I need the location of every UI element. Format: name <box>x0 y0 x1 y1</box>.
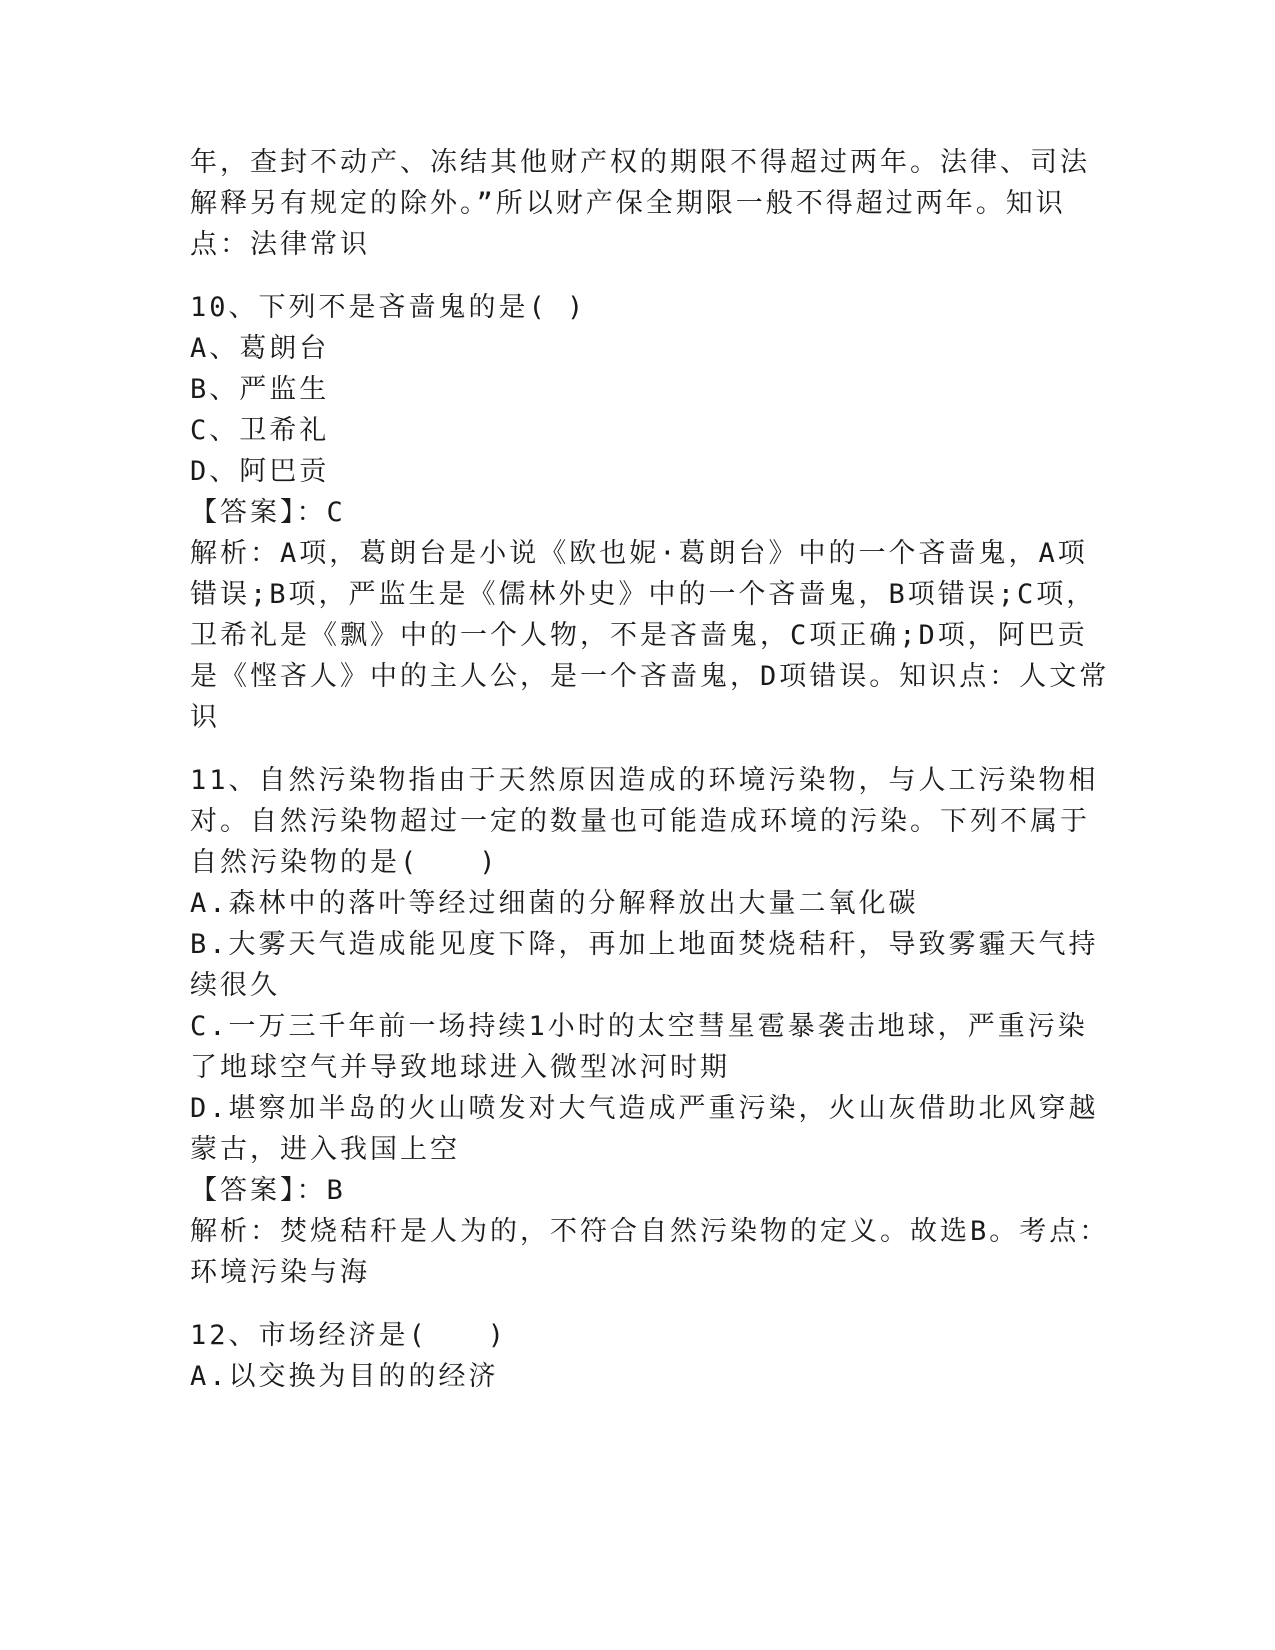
q11-stem-line: 11、自然污染物指由于天然原因造成的环境污染物，与人工污染物相 <box>190 765 1099 796</box>
q11-option-c: C.一万三千年前一场持续1小时的太空彗星雹暴袭击地球，严重污染 <box>190 1011 1088 1042</box>
q10-explanation-line: 卫希礼是《飘》中的一个人物，不是吝啬鬼，C项正确;D项，阿巴贡 <box>190 620 1088 651</box>
q10-explanation-line: 错误;B项，严监生是《儒林外史》中的一个吝啬鬼，B项错误;C项， <box>190 579 1097 610</box>
q10-option-d: D、阿巴贡 <box>190 456 330 487</box>
q10-stem: 10、下列不是吝啬鬼的是( ) <box>190 292 587 323</box>
q10-explanation-line: 是《悭吝人》中的主人公，是一个吝啬鬼，D项错误。知识点：人文常 <box>190 661 1110 692</box>
q9-explanation-line: 解释另有规定的除外。”所以财产保全期限一般不得超过两年。知识 <box>190 188 1066 219</box>
q11-option-b-cont: 续很久 <box>190 970 280 1001</box>
q10-answer: 【答案】：C <box>190 497 346 528</box>
q12-stem: 12、市场经济是( ) <box>190 1320 508 1351</box>
q12-option-a: A.以交换为目的的经济 <box>190 1361 499 1392</box>
q9-explanation-line: 年，查封不动产、冻结其他财产权的期限不得超过两年。法律、司法 <box>190 147 1090 178</box>
q11-explanation-line: 环境污染与海 <box>190 1257 370 1288</box>
q11-option-c-cont: 了地球空气并导致地球进入微型冰河时期 <box>190 1052 730 1083</box>
q11-option-a: A.森林中的落叶等经过细菌的分解释放出大量二氧化碳 <box>190 888 919 919</box>
q11-stem-line: 对。自然污染物超过一定的数量也可能造成环境的污染。下列不属于 <box>190 806 1090 837</box>
q10-explanation-line: 识 <box>190 702 220 733</box>
q10-option-b: B、严监生 <box>190 374 330 405</box>
q11-explanation-line: 解析：焚烧秸秆是人为的，不符合自然污染物的定义。故选B。考点： <box>190 1216 1110 1247</box>
q10-option-a: A、葛朗台 <box>190 333 330 364</box>
q9-explanation-line: 点：法律常识 <box>190 229 370 260</box>
q10-option-c: C、卫希礼 <box>190 415 330 446</box>
q11-option-d-cont: 蒙古，进入我国上空 <box>190 1134 460 1165</box>
q11-option-d: D.堪察加半岛的火山喷发对大气造成严重污染，火山灰借助北风穿越 <box>190 1093 1099 1124</box>
q11-stem-line: 自然污染物的是( ) <box>190 847 499 878</box>
q10-explanation-line: 解析：A项，葛朗台是小说《欧也妮·葛朗台》中的一个吝啬鬼，A项 <box>190 538 1088 569</box>
q11-answer: 【答案】：B <box>190 1175 346 1206</box>
q11-option-b: B.大雾天气造成能见度下降，再加上地面焚烧秸秆，导致雾霾天气持 <box>190 929 1099 960</box>
